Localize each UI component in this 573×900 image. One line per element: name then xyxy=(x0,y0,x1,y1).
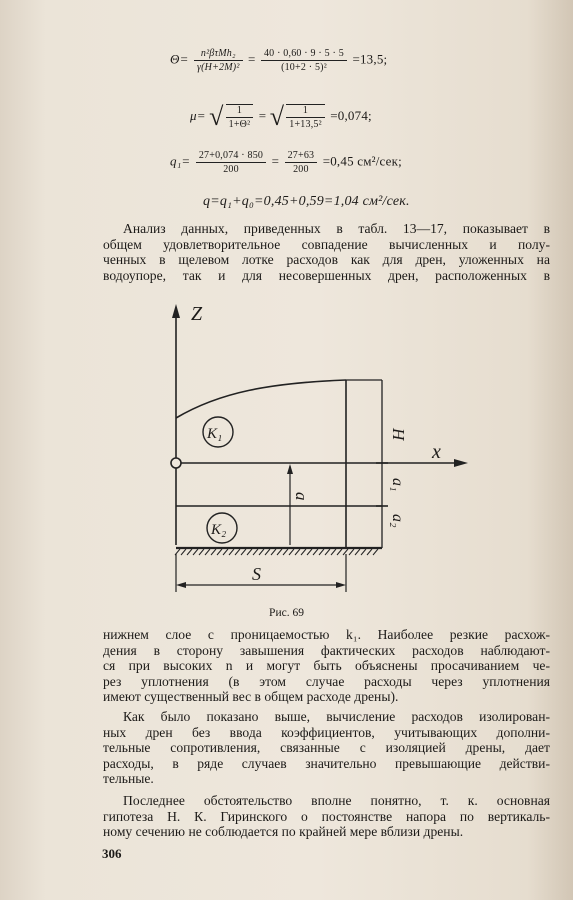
arrow xyxy=(287,464,293,474)
hatch-line xyxy=(349,549,354,555)
x-label: x xyxy=(432,441,441,463)
formula-mu: μ= √ $\frac{1}{\text{1+Θ²}}$ = √ $\frac{1}{\text{1+13,5²}}$ =0,074; xyxy=(190,102,372,131)
figure-caption: Рис. 69 xyxy=(269,607,304,619)
hatch-line xyxy=(259,549,264,555)
hatch-line xyxy=(277,549,282,555)
fraction: $\frac{40 \cdot 0,60 \cdot 9 \cdot 5 \cdot 5}{\text{(10+2 · 5)²}}$ xyxy=(261,48,347,73)
hatch-line xyxy=(223,549,228,555)
hatch-line xyxy=(301,549,306,555)
fraction: $\frac{27+63}{200}$ xyxy=(285,150,318,175)
hatch-line xyxy=(175,549,180,555)
k2-label: K₂ xyxy=(211,522,227,538)
z-label: Z xyxy=(191,303,203,325)
base-hatching xyxy=(175,549,378,555)
arrow xyxy=(336,582,346,588)
hatch-line xyxy=(253,549,258,555)
origin-marker xyxy=(171,458,181,468)
hatch-line xyxy=(367,549,372,555)
hatch-line xyxy=(181,549,186,555)
h-label: H xyxy=(389,428,408,441)
k1-label: K₁ xyxy=(207,426,223,442)
formula-q: q=q₁+q₀=0,45+0,59=1,04 см²/сек. xyxy=(203,194,410,209)
fraction: $\frac{1}{\text{1+13,5²}}$ xyxy=(286,104,325,130)
hatch-line xyxy=(241,549,246,555)
hatch-line xyxy=(373,549,378,555)
hatch-line xyxy=(331,549,336,555)
hatch-line xyxy=(247,549,252,555)
fraction: $\frac{1}{\text{1+Θ²}}$ xyxy=(226,104,254,130)
fraction: $\frac{27+0,074 \cdot 850}{200}$ xyxy=(196,150,266,175)
s-label: S xyxy=(252,564,261,584)
hatch-line xyxy=(271,549,276,555)
hatch-line xyxy=(307,549,312,555)
hatch-line xyxy=(187,549,192,555)
paragraph-hypothesis: Последнее обстоятельство вполне понятно, т. к. основная гипотеза Н. К. Гиринского о постоянстве напора по вертикаль- ному сечению не соблюдается по крайней мере вблизи дрены. xyxy=(103,793,550,840)
hatch-line xyxy=(283,549,288,555)
a-label: a xyxy=(292,492,311,501)
hatch-line xyxy=(289,549,294,555)
sqrt-sign: √ xyxy=(269,102,285,131)
hatch-line xyxy=(205,549,210,555)
hatch-line xyxy=(319,549,324,555)
hatch-line xyxy=(229,549,234,555)
hatch-line xyxy=(337,549,342,555)
hatch-line xyxy=(193,549,198,555)
hatch-line xyxy=(199,549,204,555)
x-axis-arrow xyxy=(454,459,468,467)
hatch-line xyxy=(361,549,366,555)
a2-label: a₂ xyxy=(389,514,406,528)
sqrt-sign: √ xyxy=(209,102,224,131)
a1-label: a₁ xyxy=(389,478,406,492)
hatch-line xyxy=(217,549,222,555)
hatch-line xyxy=(313,549,318,555)
paragraph-analysis: Анализ данных, приведенных в табл. 13—17, показывает в общем удовлетворительное совпадение вычисленных и полу- ченных в щелевом лотке расходов как для дрен, уложенных на водоупоре, так и для несовершенных дрен, расположенных в xyxy=(103,221,550,283)
z-axis-arrow xyxy=(172,304,180,318)
formula-q1: q₁= $\frac{27+0,074 \cdot 850}{200}$ = $\frac{27+63}{200}$ =0,45 см²/сек; xyxy=(170,150,402,175)
hatch-line xyxy=(235,549,240,555)
hatch-line xyxy=(325,549,330,555)
hatch-line xyxy=(211,549,216,555)
formula-theta: Θ= $\frac{\text{n²βτMh₂}}{\text{γ(H+2M)²}}$ = $\frac{40 \cdot 0,60 \cdot 9 \cdot 5 \cdot 5}{\text{(10+2 · 5)²}}$ =13,5; xyxy=(170,48,388,73)
hatch-line xyxy=(295,549,300,555)
page-number: 306 xyxy=(102,846,122,861)
paragraph-continuation: нижнем слое с проницаемостью k₁. Наиболее резкие расхож- дения в сторону завышения фактических расходов наблюдают- ся при высоких n и могут быть объяснены просачиванием че- рез уплотнения (в этом случае расходы через уплотнения имеют существенный вес в общем расходе дрены). xyxy=(103,627,550,705)
paragraph-isolated-drains: Как было показано выше, вычисление расходов изолирован- ных дрен без ввода коэффициентов, учитывающих дополни- тельные сопротивления, связанные с изоляцией дрены, дает расходы, в ряде случаев значительно превышающие действи- тельные. xyxy=(103,709,550,787)
arrow xyxy=(176,582,186,588)
hatch-line xyxy=(265,549,270,555)
hatch-line xyxy=(355,549,360,555)
free-surface-curve xyxy=(176,380,346,418)
fraction: $\frac{\text{n²βτMh₂}}{\text{γ(H+2M)²}}$ xyxy=(194,48,243,73)
